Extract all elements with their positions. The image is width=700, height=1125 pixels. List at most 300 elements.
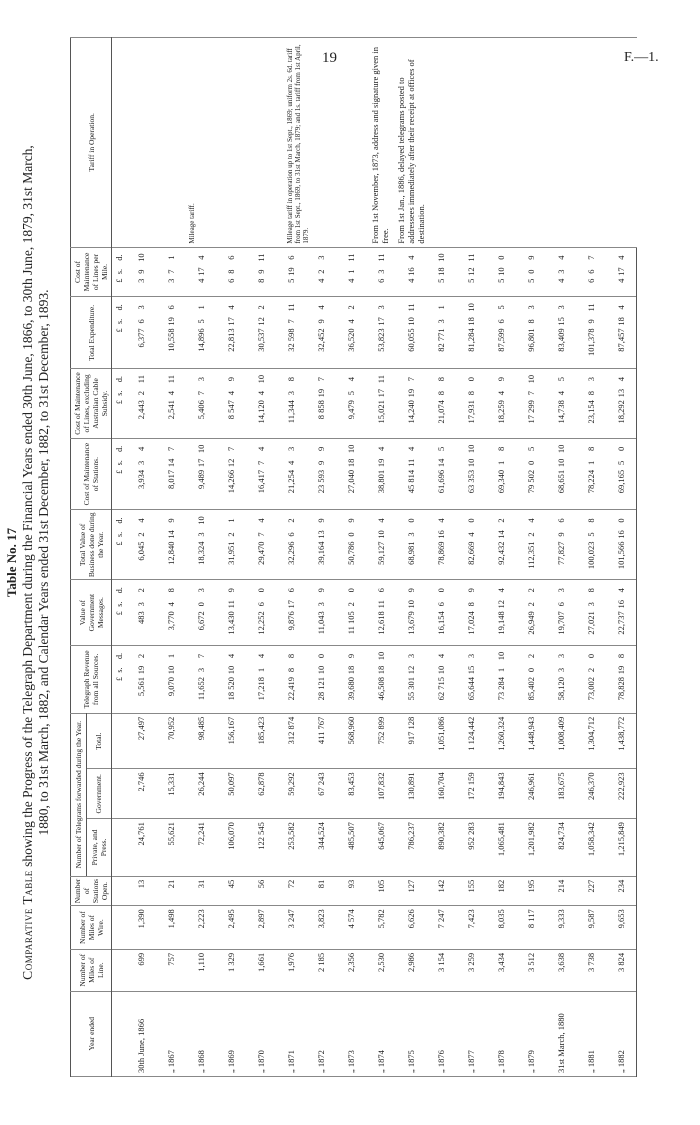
cell-govt-value-pence: 2	[526, 588, 536, 593]
units-cell	[112, 580, 127, 646]
cell-per-mile	[216, 247, 246, 297]
unit-label: s.	[114, 601, 124, 607]
cell-per-mile	[546, 247, 576, 297]
cell-stations: 72	[276, 876, 306, 906]
cell-expenditure-pence: 3	[376, 305, 386, 310]
cell-business-pounds: 18,324	[196, 541, 206, 565]
cell-govt-value-pounds: 27,021	[586, 611, 596, 635]
cell-expenditure-pence: 3	[556, 305, 566, 310]
cell-miles-wire: 2,223	[186, 906, 216, 950]
cell-private: 55,621	[156, 819, 186, 877]
cell-government: 83,453	[336, 769, 366, 819]
units-cell	[112, 438, 127, 510]
cell-cost-stations-shillings: 14	[166, 458, 176, 468]
cell-revenue-pence: 10	[376, 651, 386, 661]
cell-private: 485,507	[336, 819, 366, 877]
cell-expenditure-shillings: 17	[376, 317, 386, 326]
cell-revenue-shillings: 10	[226, 665, 236, 675]
cell-revenue-shillings: 1	[256, 667, 266, 673]
cell-expenditure-pence: 11	[286, 303, 296, 312]
cell-govt-value	[186, 580, 216, 646]
cell-revenue-pounds: 62 715	[436, 677, 446, 701]
cell-revenue-pence: 4	[436, 653, 446, 659]
cell-miles-wire: 9,653	[606, 906, 637, 950]
cell-cost-stations	[306, 438, 336, 510]
cell-cost-stations	[546, 438, 576, 510]
cell-cost-stations-shillings: 5	[616, 460, 626, 465]
cell-business	[156, 510, 186, 580]
cell-private: 1,058,342	[576, 819, 606, 877]
cell-business-pence: 4	[526, 518, 536, 523]
cell-expenditure	[396, 297, 426, 369]
tariff-note: Mileage tariff in operation up to 1st Sept., 1869; uniform 2s. 6d. tariff from 1st Sept., 1869, to 31st March, 1879; and 1s. tariff from 1st April, 1879.	[286, 44, 310, 244]
cell-private: 344,524	[306, 819, 336, 877]
cell-cost-lines-pounds: 18,292	[616, 400, 626, 424]
cell-revenue	[276, 646, 306, 714]
header-tariff: Tariff in Operation.	[71, 38, 112, 248]
cell-cost-stations-pence: 8	[496, 446, 506, 451]
cell-miles-line: 3 512	[516, 949, 546, 991]
cell-miles-line: 2 185	[306, 949, 336, 991]
cell-miles-line: 3 154	[426, 949, 456, 991]
cell-revenue	[216, 646, 246, 714]
cell-govt-value-pence: 4	[496, 588, 506, 593]
units-spacer	[112, 713, 127, 769]
cell-business-pence: 9	[166, 518, 176, 523]
cell-revenue-shillings: 15	[466, 665, 476, 675]
cell-business-shillings: 2	[226, 532, 236, 537]
cell-cost-lines-pence: 4	[346, 377, 356, 382]
cell-govt-value-shillings: 16	[616, 599, 626, 609]
cell-private: 890,382	[426, 819, 456, 877]
cell-private: 106,070	[216, 819, 246, 877]
cell-cost-lines-pounds: 17,931	[466, 400, 476, 424]
cell-revenue-shillings: 3	[556, 667, 566, 673]
cell-revenue-shillings: 18	[376, 665, 386, 675]
cell-cost-lines	[156, 369, 186, 439]
cell-per-mile-shillings: 0	[526, 269, 536, 274]
cell-cost-lines-shillings: 13	[616, 388, 626, 398]
cell-revenue	[486, 646, 516, 714]
page-number: 19	[322, 50, 337, 66]
cell-cost-stations-pounds: 16,417	[256, 469, 266, 494]
cell-revenue-pounds: 73 284	[496, 677, 506, 701]
cell-per-mile	[516, 247, 546, 297]
cell-cost-lines-pounds: 21,074	[436, 400, 446, 424]
cell-expenditure-pence: 4	[316, 305, 326, 310]
cell-govt-value-pounds: 16,154	[436, 611, 446, 635]
units-spacer	[112, 949, 127, 991]
cell-revenue	[546, 646, 576, 714]
cell-govt-value	[456, 580, 486, 646]
cell-year: „ 1874	[366, 991, 396, 1076]
cell-govt-value-shillings: 3	[136, 602, 146, 607]
cell-per-mile-pence: 10	[436, 253, 446, 262]
cell-business-shillings: 7	[256, 532, 266, 537]
units-cell	[112, 646, 127, 714]
cell-per-mile	[156, 247, 186, 297]
cell-govt-value	[396, 580, 426, 646]
cell-total: 1 124,442	[456, 713, 486, 769]
cell-year: „ 1881	[576, 991, 606, 1076]
cell-business-shillings: 5	[586, 532, 596, 537]
cell-expenditure	[276, 297, 306, 369]
cell-private: 786,237	[396, 819, 426, 877]
cell-govt-value-pounds: 11 105	[346, 611, 356, 635]
cell-expenditure-pounds: 83,409	[556, 328, 566, 352]
cell-cost-lines	[126, 369, 156, 439]
cell-business-shillings: 0	[346, 532, 356, 537]
cell-miles-wire: 3 247	[276, 906, 306, 950]
cell-government: 67 243	[306, 769, 336, 819]
cell-per-mile	[186, 247, 216, 297]
cell-revenue-pounds: 17,218	[256, 677, 266, 701]
cell-per-mile-pence: 7	[586, 255, 596, 260]
cell-govt-value-pence: 9	[406, 588, 416, 593]
cell-cost-lines-pounds: 14,240	[406, 400, 416, 424]
cell-expenditure	[606, 297, 637, 369]
unit-label: £	[114, 328, 124, 333]
cell-cost-stations-pence: 3	[286, 446, 296, 451]
cell-per-mile	[396, 247, 426, 297]
unit-label: s.	[114, 318, 124, 324]
cell-expenditure-shillings: 3	[436, 319, 446, 324]
cell-govt-value-shillings: 2	[526, 602, 536, 607]
table-body	[112, 38, 637, 1077]
cell-govt-value-pounds: 6,672	[196, 611, 206, 631]
cell-govt-value	[126, 580, 156, 646]
unit-label: d.	[114, 304, 124, 311]
cell-cost-stations-pence: 5	[526, 446, 536, 451]
cell-cost-lines-pounds: 2,443	[136, 400, 146, 420]
cell-per-mile-pounds: 5	[466, 278, 476, 283]
cell-miles-line: 1,661	[246, 949, 276, 991]
cell-miles-line: 1,976	[276, 949, 306, 991]
cell-cost-lines	[546, 369, 576, 439]
cell-per-mile-pence: 3	[316, 255, 326, 260]
cell-stations: 182	[486, 876, 516, 906]
cell-cost-stations-pence: 4	[136, 446, 146, 451]
cell-per-mile-pence: 11	[346, 253, 356, 262]
cell-expenditure-pence: 2	[346, 305, 356, 310]
cell-stations: 105	[366, 876, 396, 906]
cell-revenue-shillings: 10	[316, 665, 326, 675]
units-spacer	[112, 819, 127, 877]
cell-cost-stations-shillings: 19	[376, 458, 386, 468]
cell-revenue-pounds: 55 301	[406, 677, 416, 701]
cell-cost-lines-pounds: 8 547	[226, 400, 236, 420]
cell-cost-stations-shillings: 4	[286, 460, 296, 465]
cell-expenditure-pounds: 6,377	[136, 328, 146, 348]
unit-label: s.	[114, 667, 124, 673]
cell-per-mile-shillings: 3	[376, 269, 386, 274]
cell-cost-stations	[216, 438, 246, 510]
header-private: Private, and Press.	[86, 819, 112, 877]
cell-govt-value	[576, 580, 606, 646]
cell-private: 952 283	[456, 819, 486, 877]
cell-business-pence: 4	[376, 518, 386, 523]
cell-government: 130,891	[396, 769, 426, 819]
cell-cost-lines-pounds: 17 299	[526, 400, 536, 424]
cell-total: 156,167	[216, 713, 246, 769]
cell-cost-stations-pence: 4	[376, 446, 386, 451]
cell-revenue	[306, 646, 336, 714]
tariff-note: Mileage tariff.	[188, 203, 196, 244]
cell-per-mile-pounds: 8	[256, 278, 266, 283]
cell-stations: 142	[426, 876, 456, 906]
cell-year: „ 1868	[186, 991, 216, 1076]
cell-cost-lines	[336, 369, 366, 439]
cell-cost-stations-shillings: 1	[496, 460, 506, 465]
cell-cost-stations-pounds: 8,017	[166, 469, 176, 489]
cell-expenditure-pence: 4	[226, 305, 236, 310]
cell-expenditure	[456, 297, 486, 369]
cell-cost-stations-shillings: 1	[586, 460, 596, 465]
cell-expenditure	[186, 297, 216, 369]
cell-business-pence: 4	[136, 518, 146, 523]
cell-cost-stations	[336, 438, 366, 510]
tariff-note: From 1st November, 1873, address and signature given in free.	[370, 47, 390, 244]
cell-revenue-pence: 0	[316, 653, 326, 659]
units-row	[112, 38, 127, 1077]
cell-business-shillings: 13	[316, 530, 326, 539]
cell-per-mile-shillings: 8	[226, 269, 236, 274]
cell-stations: 56	[246, 876, 276, 906]
cell-govt-value-shillings: 3	[586, 602, 596, 607]
progress-table	[70, 37, 637, 1077]
cell-per-mile-shillings: 1	[346, 269, 356, 274]
cell-cost-stations-pounds: 79 502	[526, 469, 536, 494]
cell-per-mile-pounds: 5	[286, 278, 296, 283]
cell-cost-lines	[456, 369, 486, 439]
cell-cost-stations-pounds: 23 593	[316, 469, 326, 494]
cell-business-pence: 10	[196, 516, 206, 525]
cell-per-mile-shillings: 17	[616, 267, 626, 276]
cell-miles-line: 1,110	[186, 949, 216, 991]
cell-miles-line: 3,434	[486, 949, 516, 991]
cell-cost-lines-pence: 8	[286, 377, 296, 382]
cell-business-pounds: 82,669	[466, 541, 476, 565]
cell-expenditure	[576, 297, 606, 369]
cell-revenue-pence: 3	[556, 653, 566, 659]
cell-govt-value-pence: 9	[466, 588, 476, 593]
cell-revenue-pence: 10	[496, 651, 506, 661]
cell-total: 1,304,712	[576, 713, 606, 769]
cell-govt-value-shillings: 10	[406, 599, 416, 609]
cell-revenue-pounds: 58,120	[556, 677, 566, 701]
cell-govt-value-shillings: 11	[376, 600, 386, 609]
cell-revenue	[576, 646, 606, 714]
cell-govt-value-pence: 0	[346, 588, 356, 593]
cell-expenditure	[486, 297, 516, 369]
cell-government: 15,331	[156, 769, 186, 819]
cell-private: 645,067	[366, 819, 396, 877]
unit-label: £	[114, 677, 124, 682]
cell-expenditure-pounds: 60,055	[406, 328, 416, 352]
cell-business-pounds: 39,164	[316, 541, 326, 565]
cell-business-pounds: 112,351	[526, 541, 536, 569]
cell-govt-value-pence: 9	[226, 588, 236, 593]
cell-business-pounds: 59,127	[376, 541, 386, 565]
cell-business-pence: 2	[496, 518, 506, 523]
cell-private: 72,241	[186, 819, 216, 877]
header-business: Total Value of Business done during the Year.	[71, 510, 112, 580]
cell-cost-lines-pounds: 23,154	[586, 400, 596, 424]
cell-business	[276, 510, 306, 580]
unit-label: d.	[114, 254, 124, 261]
cell-cost-stations	[456, 438, 486, 510]
cell-per-mile-pounds: 4	[196, 278, 206, 283]
caption-lead: Comparative Table	[20, 870, 35, 980]
cell-cost-lines-shillings: 8	[466, 391, 476, 396]
cell-cost-lines-pounds: 14,120	[256, 400, 266, 424]
cell-per-mile-shillings: 18	[436, 267, 446, 276]
cell-per-mile-pence: 11	[376, 253, 386, 262]
cell-private: 824,734	[546, 819, 576, 877]
cell-cost-stations-pence: 10	[196, 444, 206, 454]
cell-cost-lines-shillings: 4	[226, 391, 236, 396]
cell-revenue-shillings: 10	[166, 665, 176, 675]
cell-govt-value-pounds: 17,024	[466, 611, 476, 635]
table-caption	[20, 0, 52, 1125]
cell-stations: 31	[186, 876, 216, 906]
cell-cost-lines-shillings: 4	[556, 391, 566, 396]
cell-cost-lines-pence: 7	[406, 377, 416, 382]
cell-cost-lines-shillings: 19	[316, 388, 326, 398]
cell-government: 194,843	[486, 769, 516, 819]
cell-cost-stations	[426, 438, 456, 510]
cell-cost-stations-shillings: 9	[316, 460, 326, 465]
cell-cost-stations	[126, 438, 156, 510]
units-spacer	[112, 38, 127, 248]
cell-per-mile-shillings: 2	[316, 269, 326, 274]
cell-revenue	[426, 646, 456, 714]
cell-cost-lines-pence: 4	[616, 377, 626, 382]
cell-expenditure-pounds: 87,599	[496, 328, 506, 352]
cell-cost-lines-pence: 10	[526, 374, 536, 384]
cell-per-mile-shillings: 3	[556, 269, 566, 274]
cell-revenue-pence: 7	[196, 653, 206, 659]
cell-total: 312 874	[276, 713, 306, 769]
cell-govt-value-pence: 3	[196, 588, 206, 593]
caption-line-1: showing the Progress of the Telegraph Department during the Financial Years ended 30th June, 1866, to 30th June, 1879, 31st March,	[20, 145, 35, 871]
cell-govt-value	[336, 580, 366, 646]
cell-cost-stations-shillings: 10	[466, 458, 476, 468]
cell-year: „ 1876	[426, 991, 456, 1076]
cell-cost-stations-shillings: 3	[136, 460, 146, 465]
cell-expenditure-shillings: 19	[166, 317, 176, 326]
cell-miles-wire: 7,423	[456, 906, 486, 950]
cell-cost-stations-pence: 5	[436, 446, 446, 451]
cell-expenditure-pounds: 32 598	[286, 328, 296, 352]
cell-cost-lines-shillings: 19	[406, 388, 416, 398]
cell-cost-lines-shillings: 2	[136, 391, 146, 396]
cell-cost-stations-shillings: 11	[406, 458, 416, 467]
cell-total: 917 128	[396, 713, 426, 769]
cell-business-pence: 0	[466, 518, 476, 523]
cell-per-mile-shillings: 9	[256, 269, 266, 274]
cell-revenue-pence: 4	[226, 653, 236, 659]
caption-line-2: 1880, to 31st March, 1882, and Calendar Years ended 31st December, 1882, to 31st December, 1893.	[36, 289, 51, 836]
cell-expenditure-pence: 2	[256, 305, 266, 310]
cell-business-pence: 0	[616, 518, 626, 523]
cell-stations: 127	[396, 876, 426, 906]
cell-cost-lines-pence: 9	[226, 377, 236, 382]
cell-business-pounds: 92,432	[496, 541, 506, 565]
cell-cost-stations-pounds: 38,801	[376, 469, 386, 494]
cell-cost-lines-shillings: 4	[166, 391, 176, 396]
cell-miles-wire: 8,035	[486, 906, 516, 950]
cell-cost-lines-shillings: 4	[496, 391, 506, 396]
cell-stations: 234	[606, 876, 637, 906]
unit-label: s.	[114, 531, 124, 537]
cell-cost-lines	[396, 369, 426, 439]
cell-per-mile-pence: 6	[286, 255, 296, 260]
cell-business-pence: 9	[316, 518, 326, 523]
cell-expenditure-pounds: 87,457	[616, 328, 626, 352]
cell-revenue	[126, 646, 156, 714]
cell-cost-stations-shillings: 17	[196, 458, 206, 468]
cell-year: 31st March, 1880	[546, 991, 576, 1076]
cell-revenue	[186, 646, 216, 714]
cell-cost-lines-shillings: 7	[526, 391, 536, 396]
cell-government: 172 159	[456, 769, 486, 819]
cell-cost-stations	[396, 438, 426, 510]
cell-total: 27,497	[126, 713, 156, 769]
cell-miles-line: 3 259	[456, 949, 486, 991]
cell-government: 222,923	[606, 769, 637, 819]
cell-revenue-pounds: 22,419	[286, 677, 296, 701]
cell-business-pounds: 78,869	[436, 541, 446, 565]
cell-revenue-shillings: 12	[406, 665, 416, 675]
cell-miles-wire: 8 117	[516, 906, 546, 950]
cell-govt-value-shillings: 6	[256, 602, 266, 607]
tariff-cell	[126, 38, 637, 248]
units-spacer	[112, 906, 127, 950]
cell-business-pounds: 12,840	[166, 541, 176, 565]
cell-govt-value-pounds: 3,770	[166, 611, 176, 631]
unit-label: £	[114, 541, 124, 546]
cell-govt-value	[306, 580, 336, 646]
cell-revenue-pence: 2	[526, 653, 536, 659]
cell-per-mile-pounds: 5	[496, 278, 506, 283]
cell-cost-lines-pence: 8	[436, 377, 446, 382]
cell-cost-lines	[486, 369, 516, 439]
cell-cost-stations	[366, 438, 396, 510]
cell-cost-lines-pence: 11	[376, 375, 386, 384]
cell-expenditure-shillings: 8	[526, 319, 536, 324]
cell-business-shillings: 2	[526, 532, 536, 537]
cell-govt-value-pounds: 13,679	[406, 611, 416, 635]
cell-cost-stations-pence: 4	[406, 446, 416, 451]
cell-cost-lines-shillings: 8	[436, 391, 446, 396]
cell-total: 1,008,409	[546, 713, 576, 769]
cell-cost-lines	[216, 369, 246, 439]
cell-expenditure	[156, 297, 186, 369]
cell-per-mile	[306, 247, 336, 297]
cell-per-mile-shillings: 7	[166, 269, 176, 274]
cell-cost-lines-pence: 9	[496, 377, 506, 382]
cell-revenue-shillings: 18	[346, 665, 356, 675]
cell-govt-value-shillings: 2	[346, 602, 356, 607]
header-telegrams-group: Number of Telegrams forwarded during the Year.	[71, 713, 87, 876]
cell-cost-stations-pence: 0	[616, 446, 626, 451]
cell-govt-value-pence: 6	[286, 588, 296, 593]
cell-per-mile-pounds: 4	[346, 278, 356, 283]
cell-govt-value	[606, 580, 637, 646]
cell-business-pounds: 77,827	[556, 541, 566, 565]
unit-label: d.	[114, 653, 124, 660]
